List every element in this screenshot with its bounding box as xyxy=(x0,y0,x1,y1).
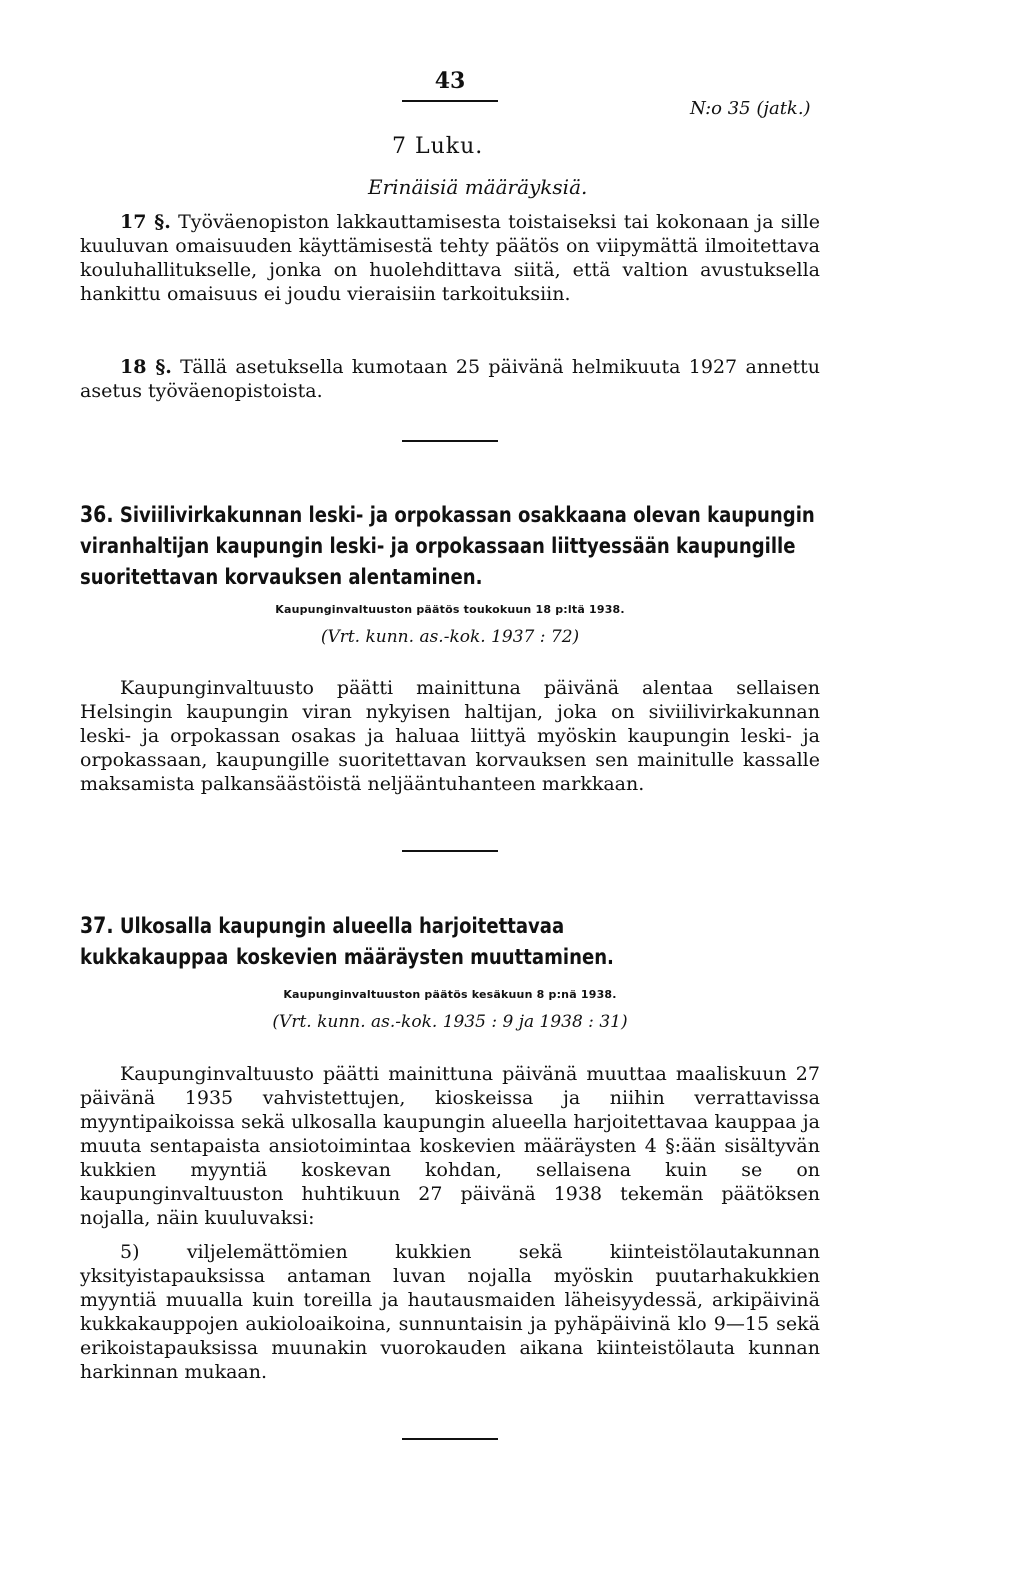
section-text: Tällä asetuksella kumotaan 25 päivänä helmikuuta 1927 annettu asetus työväenopistoista. xyxy=(80,356,821,402)
running-head: N:o 35 (jatk.) xyxy=(690,98,811,119)
page-number: 43 xyxy=(434,68,466,94)
page-number-rule xyxy=(402,100,498,102)
council-decision: Kaupunginvaltuuston päätös toukokuun 18 p:ltä 1938. xyxy=(275,603,625,616)
section-18 xyxy=(80,355,820,403)
separator-rule xyxy=(402,440,498,442)
item-number: 37. xyxy=(80,914,114,939)
item-36-body: Kaupunginvaltuusto päätti mainittuna päivänä alentaa sellaisen Helsingin kaupungin viran nykyisen haltijan, joka on siviilivirkakunnan leski- ja orpokassan osakas ja haluaa liittyä myöskin kaupungin leski- ja orpokassaan, kaupungille suoritettavan korvauksen sen mainitulle kassalle maksamista palkansäästöistä neljääntuhanteen markkaan. xyxy=(80,677,820,795)
separator-rule xyxy=(402,1438,498,1440)
item-37-clause: 5) viljelemättömien kukkien sekä kiinteistölautakunnan yksityistapauksissa antaman luvan nojalla myöskin puutarhakukkien myyntiä muualla kuin toreilla ja hautausmaiden läheisyydessä, arkipäivinä kukkakauppojen aukioloaikoina, sunnuntaisin ja pyhäpäivinä klo 9—15 sekä erikoistapauksissa muunakin vuorokauden aikana kiinteistölauta kunnan harkinnan mukaan. xyxy=(80,1241,820,1383)
section-text: Työväenopiston lakkauttamisesta toistaiseksi tai kokonaan ja sille kuuluvan omaisuuden käyttämisestä tehty päätös on viipymättä ilmoitettava kouluhallitukselle, jonka on huolehdittava siitä, että valtion avustuksella hankittu omaisuus ei joudu vieraisiin tarkoituksiin. xyxy=(80,211,821,305)
item-37-heading-line2: koskevien määräysten muuttaminen. xyxy=(236,945,614,969)
section-mark: 18 §. xyxy=(120,356,172,378)
chapter-subtitle: Erinäisiä määräyksiä. xyxy=(368,175,588,199)
separator-rule xyxy=(402,850,498,852)
reference-note: (Vrt. kunn. as.-kok. 1937 : 72) xyxy=(320,627,580,647)
item-37-body: Kaupunginvaltuusto päätti mainittuna päivänä muuttaa maaliskuun 27 päivänä 1935 vahvistettujen, kioskeissa ja niihin verrattavissa myyntipaikoissa sekä ulkosalla kaupungin alueella harjoitettavaa kauppaa ja muuta sentapaista ansiotoimintaa koskevien määräysten 4 §:ään sisältyvän kukkien myyntiä koskevan kohdan, sellaisena kuin se on kaupunginvaltuuston huhtikuun 27 päivänä 1938 tekemän päätöksen nojalla, näin kuuluvaksi: xyxy=(80,1063,820,1229)
council-decision: Kaupunginvaltuuston päätös kesäkuun 8 p:nä 1938. xyxy=(283,988,617,1001)
section-mark: 17 §. xyxy=(120,211,171,233)
reference-note: (Vrt. kunn. as.-kok. 1935 : 9 ja 1938 : 31) xyxy=(272,1012,628,1032)
item-heading-text: Ulkosalla kaupungin alueella harjoitettavaa kukkakauppaa xyxy=(80,914,565,969)
section-17 xyxy=(80,210,820,306)
item-number: 36. xyxy=(80,503,114,528)
chapter-title: 7 Luku. xyxy=(392,134,484,159)
item-heading-text: Siviilivirkakunnan leski- ja orpokassan osakkaana olevan kaupungin viranhaltijan kaupungin leski- ja orpokassaan liittyessään kaupungille suoritettavan korvauksen alentaminen. xyxy=(80,503,815,589)
item-36-heading xyxy=(80,500,820,593)
